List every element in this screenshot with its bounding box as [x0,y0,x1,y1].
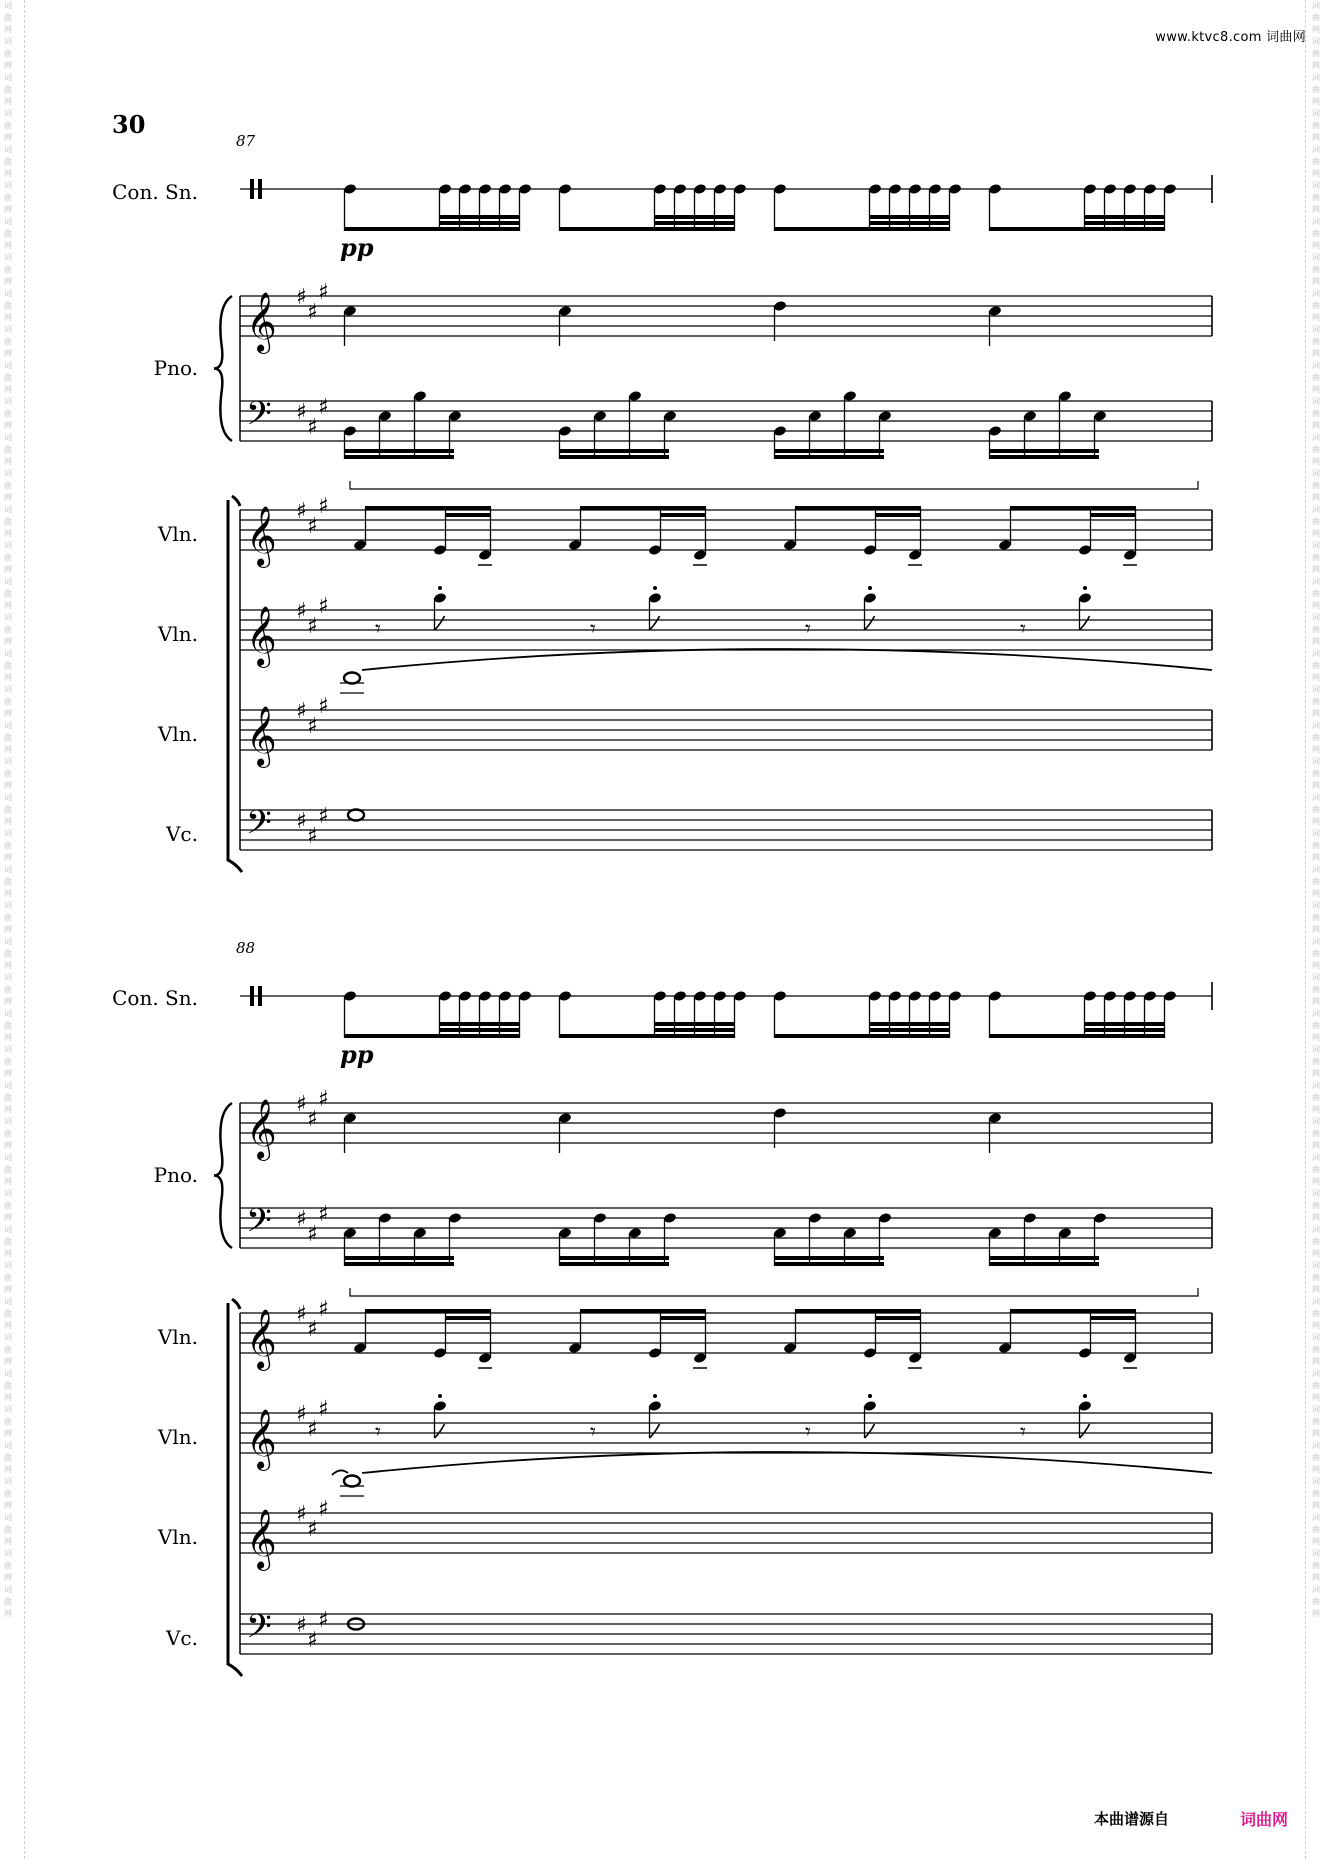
beam [559,1262,669,1266]
tie-curve [362,1452,1212,1473]
score-system-88 [214,982,1212,1676]
sharp-icon: ♯ [307,1417,318,1442]
beam [660,513,706,517]
eighth-rest-icon: 𝄾 [375,617,381,642]
sharp-icon: ♯ [307,1628,318,1653]
treble-clef-icon: 𝄞 [246,606,277,666]
beam [439,215,520,219]
staccato-dot [653,1394,657,1398]
sharp-icon: ♯ [318,1397,329,1422]
staccato-dot [868,586,872,590]
note-flag [435,616,445,630]
beam [654,1022,735,1026]
beam [344,227,520,231]
sharp-icon: ♯ [318,280,329,305]
sharp-icon: ♯ [307,300,318,325]
beam [344,1262,454,1266]
page-number: 30 [112,110,146,139]
sharp-icon: ♯ [296,400,307,425]
beam [1084,1022,1165,1026]
beam [989,1262,1099,1266]
dynamic-marking: pp [340,233,374,262]
bass-clef-icon: 𝄢 [246,1608,272,1654]
whole-note [344,1476,360,1487]
piano-brace-icon [214,296,232,441]
note-flag [650,1424,660,1438]
beam [869,1028,950,1032]
sharp-icon: ♯ [296,1402,307,1427]
eighth-rest-icon: 𝄾 [375,1420,381,1445]
note-flag [650,616,660,630]
sharp-icon: ♯ [307,714,318,739]
sharp-icon: ♯ [296,1502,307,1527]
treble-clef-icon: 𝄞 [246,1509,277,1569]
treble-clef-icon: 𝄞 [246,1099,277,1159]
sharp-icon: ♯ [318,1087,329,1112]
eighth-rest-icon: 𝄾 [1020,617,1026,642]
beam [795,1309,921,1313]
measure-number: 88 [236,939,256,957]
beam [660,1316,706,1320]
sharp-icon: ♯ [318,1202,329,1227]
percussion-clef-icon [250,179,254,199]
sharp-icon: ♯ [296,599,307,624]
eighth-rest-icon: 𝄾 [590,1420,596,1445]
instrument-label-piano: Pno. [153,1163,198,1187]
left-watermark-strip: 词曲网词曲网词曲网词曲网词曲网词曲网词曲网词曲网词曲网词曲网词曲网词曲网词曲网词曲网词曲网词曲网词曲网词曲网词曲网词曲网词曲网词曲网词曲网词曲网词曲网词曲网词曲网词曲网词曲网词曲网词曲网词曲网词曲网词曲网词曲网词曲网词曲网词曲网词曲网词曲网词曲网词曲网词曲网词曲网词曲网 [4,1,12,1618]
sharp-icon: ♯ [296,1302,307,1327]
score-system-87 [214,175,1212,872]
sharp-icon: ♯ [318,694,329,719]
sharp-icon: ♯ [296,699,307,724]
instrument-label-violin-2: Vln. [157,1425,198,1449]
instrument-label-snare: Con. Sn. [112,180,198,204]
footer-brand-link[interactable]: 词曲网 [1240,1810,1289,1829]
beam [580,1309,706,1313]
sharp-icon: ♯ [307,1517,318,1542]
sharp-icon: ♯ [307,1107,318,1132]
piano-brace-icon [214,1103,232,1248]
eighth-rest-icon: 𝄾 [805,617,811,642]
beam [989,227,1165,231]
staccato-dot [868,1394,872,1398]
beam [875,513,921,517]
beam [344,1034,520,1038]
beam [445,1316,491,1320]
pedal-bracket [350,481,1198,489]
beam [1084,221,1165,225]
beam [774,1262,884,1266]
beam [774,449,884,453]
dynamic-marking: pp [340,1040,374,1069]
sharp-icon: ♯ [307,415,318,440]
treble-clef-icon: 𝄞 [246,506,277,566]
instrument-label-violin-3: Vln. [157,1525,198,1549]
sharp-icon: ♯ [296,1207,307,1232]
note-flag [1080,616,1090,630]
tie-curve [362,649,1212,670]
beam [559,449,669,453]
instrument-label-violin-3: Vln. [157,722,198,746]
sharp-icon: ♯ [318,494,329,519]
beam [365,506,491,510]
instrument-label-snare: Con. Sn. [112,986,198,1010]
beam [1010,1309,1136,1313]
percussion-clef-icon [250,986,254,1006]
bass-clef-icon: 𝄢 [246,804,272,850]
instrument-label-piano: Pno. [153,356,198,380]
note-flag [865,1424,875,1438]
instrument-label-cello: Vc. [165,1626,198,1650]
treble-clef-icon: 𝄞 [246,292,277,352]
sharp-icon: ♯ [318,804,329,829]
beam [1010,506,1136,510]
note-flag [435,1424,445,1438]
beam [1084,1028,1165,1032]
percussion-clef-icon [258,179,262,199]
sharp-icon: ♯ [296,1092,307,1117]
eighth-rest-icon: 𝄾 [590,617,596,642]
bass-clef-icon: 𝄢 [246,1202,272,1248]
beam [344,455,454,459]
note-flag [865,616,875,630]
sharp-icon: ♯ [296,499,307,524]
sharp-icon: ♯ [307,514,318,539]
beam [559,1034,735,1038]
beam [559,227,735,231]
beam [365,1309,491,1313]
pedal-bracket [350,1288,1198,1296]
beam [580,506,706,510]
staccato-dot [1083,1394,1087,1398]
footer-source-label: 本曲谱源自 [1094,1810,1170,1828]
beam [654,1028,735,1032]
beam [1090,513,1136,517]
eighth-rest-icon: 𝄾 [805,1420,811,1445]
beam [774,455,884,459]
tie-curve [332,1470,348,1475]
beam [795,506,921,510]
beam [869,221,950,225]
bass-clef-icon: 𝄢 [246,395,272,441]
sharp-icon: ♯ [318,1608,329,1633]
staccato-dot [653,586,657,590]
beam [344,1256,454,1260]
beam [869,215,950,219]
instrument-label-violin-1: Vln. [157,1325,198,1349]
beam [1084,215,1165,219]
beam [559,455,669,459]
treble-clef-icon: 𝄞 [246,1309,277,1369]
right-watermark-strip: 词曲网词曲网词曲网词曲网词曲网词曲网词曲网词曲网词曲网词曲网词曲网词曲网词曲网词曲网词曲网词曲网词曲网词曲网词曲网词曲网词曲网词曲网词曲网词曲网词曲网词曲网词曲网词曲网词曲网词曲网词曲网词曲网词曲网词曲网词曲网词曲网词曲网词曲网词曲网词曲网词曲网词曲网词曲网词曲网词曲网 [1312,1,1320,1618]
beam [654,221,735,225]
measure-number: 87 [236,132,256,150]
beam [875,1316,921,1320]
treble-clef-icon: 𝄞 [246,1409,277,1469]
instrument-label-violin-2: Vln. [157,622,198,646]
percussion-clef-icon [258,986,262,1006]
beam [869,1022,950,1026]
staccato-dot [438,1394,442,1398]
note-flag [1080,1424,1090,1438]
sharp-icon: ♯ [318,395,329,420]
sharp-icon: ♯ [307,614,318,639]
sharp-icon: ♯ [318,594,329,619]
sharp-icon: ♯ [307,1317,318,1342]
beam [559,1256,669,1260]
eighth-rest-icon: 𝄾 [1020,1420,1026,1445]
sharp-icon: ♯ [296,1613,307,1638]
beam [439,221,520,225]
staccato-dot [1083,586,1087,590]
beam [445,513,491,517]
instrument-label-cello: Vc. [165,822,198,846]
beam [344,449,454,453]
beam [774,1256,884,1260]
beam [439,1022,520,1026]
beam [989,455,1099,459]
sharp-icon: ♯ [307,1222,318,1247]
beam [1090,1316,1136,1320]
staccato-dot [438,586,442,590]
treble-clef-icon: 𝄞 [246,706,277,766]
sharp-icon: ♯ [318,1297,329,1322]
whole-note [344,673,360,684]
sharp-icon: ♯ [296,285,307,310]
beam [989,1034,1165,1038]
beam [989,1256,1099,1260]
beam [439,1028,520,1032]
beam [774,1034,950,1038]
sharp-icon: ♯ [296,809,307,834]
sharp-icon: ♯ [318,1497,329,1522]
instrument-label-violin-1: Vln. [157,522,198,546]
beam [774,227,950,231]
sharp-icon: ♯ [307,824,318,849]
whole-note [348,810,364,821]
beam [989,449,1099,453]
site-url[interactable]: www.ktvc8.com 词曲网 [1155,30,1306,45]
beam [654,215,735,219]
